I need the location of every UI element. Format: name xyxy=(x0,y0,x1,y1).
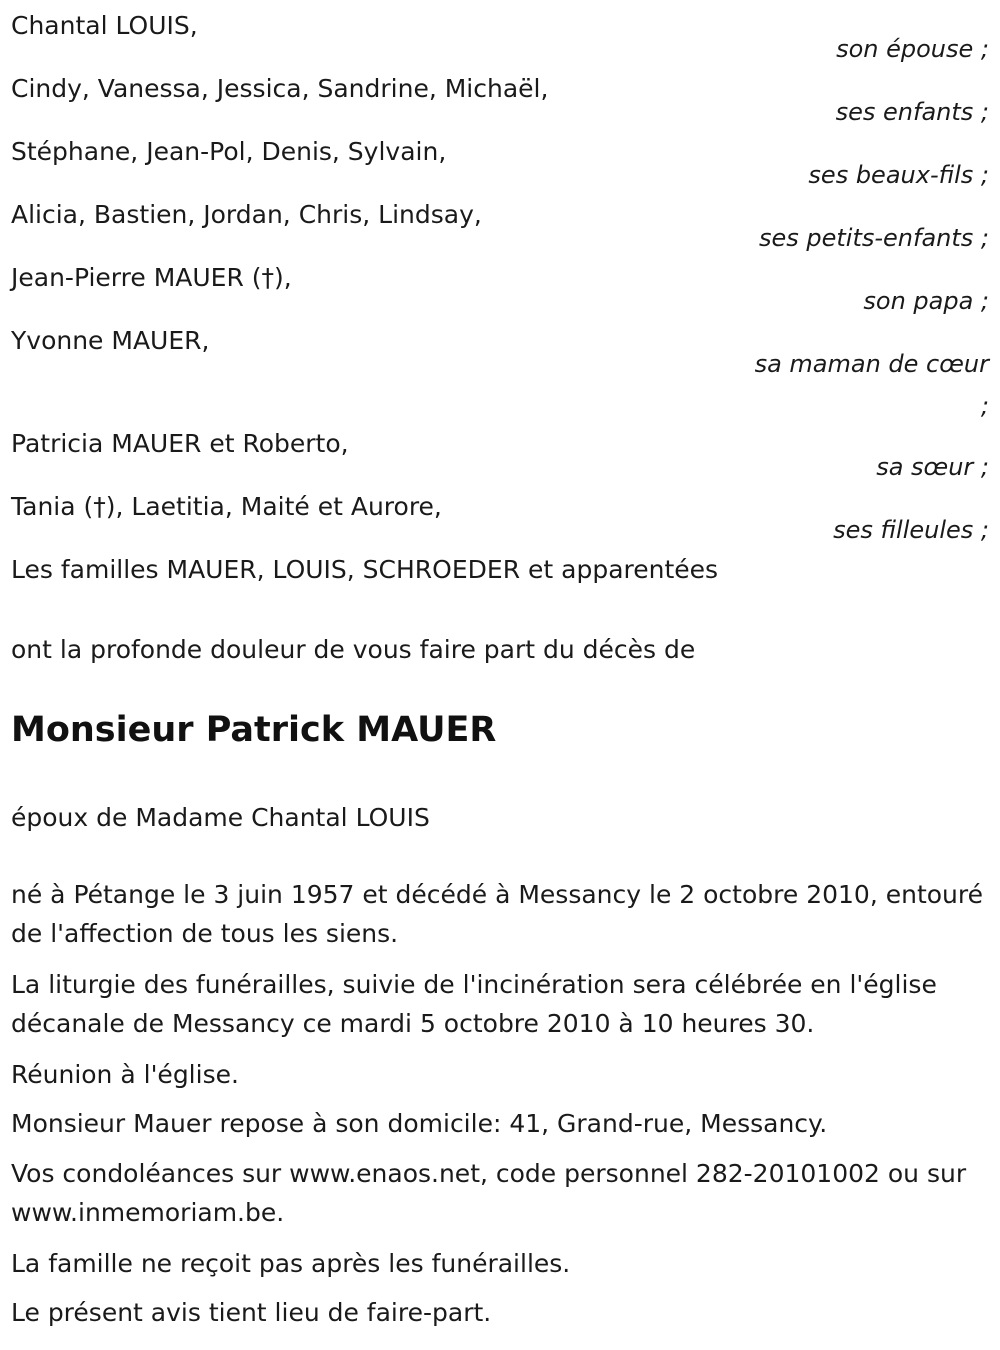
notice-paragraph: Le présent avis tient lieu de faire-part. xyxy=(11,1298,492,1327)
family-relation-grandchildren: ses petits-enfants ; xyxy=(758,224,989,252)
family-names-stepmother: Yvonne MAUER, xyxy=(11,326,210,355)
family-names-father: Jean-Pierre MAUER (†), xyxy=(11,263,292,292)
families-line: Les familles MAUER, LOUIS, SCHROEDER et apparentées xyxy=(11,555,719,584)
family-names-sister: Patricia MAUER et Roberto, xyxy=(11,429,349,458)
deceased-name: Monsieur Patrick MAUER xyxy=(11,710,497,750)
family-relation-children: ses enfants ; xyxy=(835,98,989,126)
family-names-sons-in-law: Stéphane, Jean-Pol, Denis, Sylvain, xyxy=(11,137,447,166)
spouse-line: époux de Madame Chantal LOUIS xyxy=(11,803,430,832)
family-relation-sister: sa sœur ; xyxy=(876,453,989,481)
family-relation-spouse: son épouse ; xyxy=(836,35,989,63)
meeting-paragraph: Réunion à l'église. xyxy=(11,1060,239,1089)
announcement-text: ont la profonde douleur de vous faire part du décès de xyxy=(11,635,696,664)
birth-death-paragraph: né à Pétange le 3 juin 1957 et décédé à Messancy le 2 octobre 2010, entouré de l'affection de tous les siens. xyxy=(11,880,983,948)
rest-place-paragraph: Monsieur Mauer repose à son domicile: 41, Grand-rue, Messancy. xyxy=(11,1109,828,1138)
family-names-spouse: Chantal LOUIS, xyxy=(11,11,198,40)
family-relation-stepmother-end: ; xyxy=(980,392,989,420)
family-names-grandchildren: Alicia, Bastien, Jordan, Chris, Lindsay, xyxy=(11,200,482,229)
funeral-paragraph: La liturgie des funérailles, suivie de l'incinération sera célébrée en l'église décanale de Messancy ce mardi 5 octobre 2010 à 10 heures 30. xyxy=(11,970,937,1038)
condolences-paragraph: Vos condoléances sur www.enaos.net, code personnel 282-20101002 ou sur www.inmemoriam.be. xyxy=(11,1159,967,1227)
family-relation-sons-in-law: ses beaux-fils ; xyxy=(808,161,989,189)
family-names-children: Cindy, Vanessa, Jessica, Sandrine, Michaël, xyxy=(11,74,549,103)
family-names-goddaughters: Tania (†), Laetitia, Maité et Aurore, xyxy=(11,492,442,521)
family-relation-goddaughters: ses filleules ; xyxy=(833,516,989,544)
family-relation-stepmother: sa maman de cœur xyxy=(754,350,989,378)
family-relation-father: son papa ; xyxy=(863,287,989,315)
no-visits-paragraph: La famille ne reçoit pas après les funérailles. xyxy=(11,1249,571,1278)
